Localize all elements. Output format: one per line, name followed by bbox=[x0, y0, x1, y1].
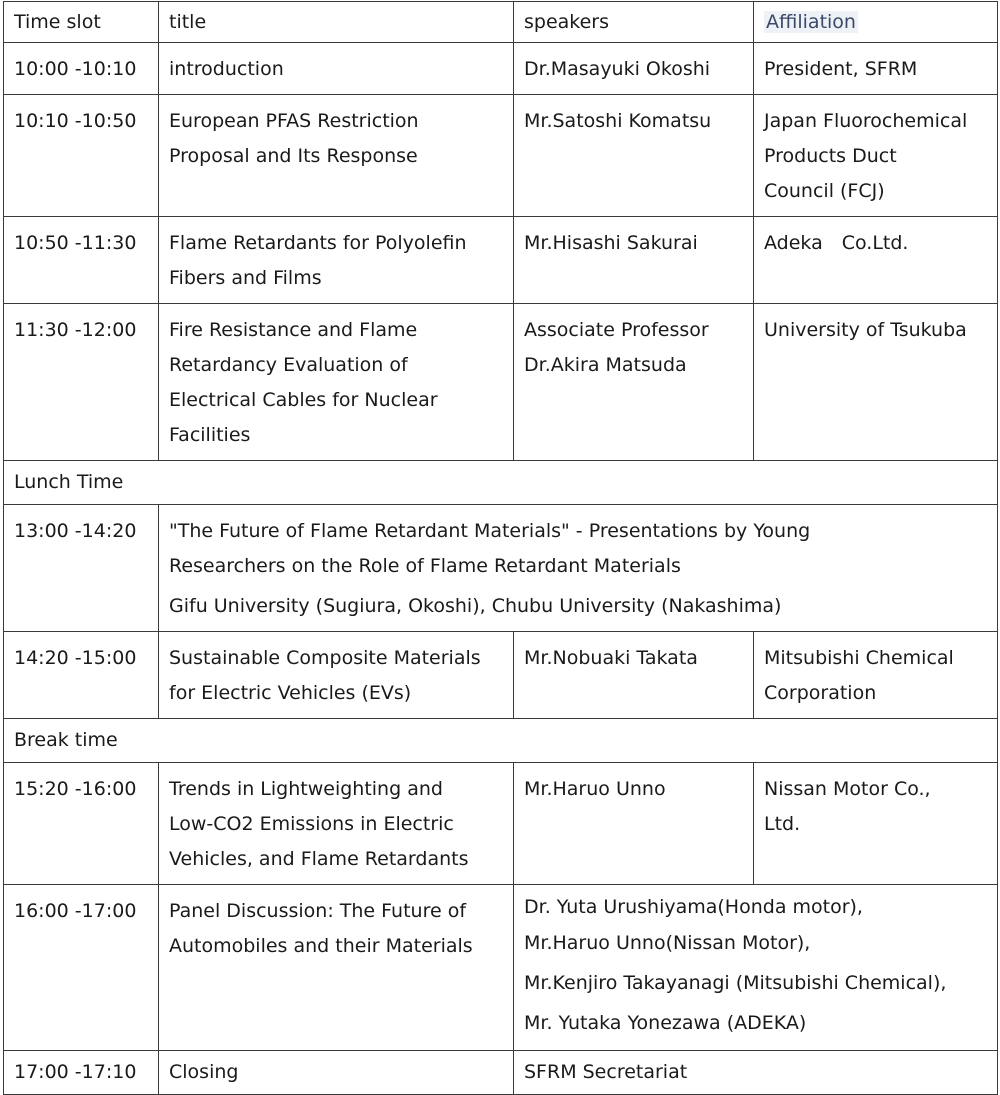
affiliation-line: Nissan Motor Co., bbox=[764, 778, 931, 800]
title-cell bbox=[159, 95, 514, 217]
time-cell: 14:20 -15:00 bbox=[4, 632, 159, 719]
affiliation-cell bbox=[754, 43, 998, 95]
speaker-line: Mr.Nobuaki Takata bbox=[524, 647, 698, 669]
affiliation-line: President, SFRM bbox=[764, 58, 918, 80]
title-cell bbox=[159, 304, 514, 461]
title-line: Proposal and Its Response bbox=[169, 145, 418, 167]
speaker-line: Dr. Yuta Urushiyama(Honda motor), bbox=[524, 896, 863, 918]
title-line: Low-CO2 Emissions in Electric bbox=[169, 813, 454, 835]
title-line: Fibers and Films bbox=[169, 267, 322, 289]
program-schedule-table bbox=[3, 1, 998, 1095]
table-row bbox=[4, 763, 998, 885]
title-cell bbox=[159, 43, 514, 95]
time-cell: 17:00 -17:10 bbox=[4, 1051, 159, 1095]
time-cell: 16:00 -17:00 bbox=[4, 885, 159, 1051]
affiliation-line: Mitsubishi Chemical bbox=[764, 647, 954, 669]
speaker-line: Dr.Masayuki Okoshi bbox=[524, 58, 711, 80]
time-cell: 10:50 -11:30 bbox=[4, 217, 159, 304]
speaker-line: Mr. Yutaka Yonezawa (ADEKA) bbox=[524, 1012, 807, 1034]
break-row bbox=[4, 719, 998, 763]
speakers-cell bbox=[514, 304, 754, 461]
time-cell: 11:30 -12:00 bbox=[4, 304, 159, 461]
speakers-cell bbox=[514, 43, 754, 95]
table-row bbox=[4, 632, 998, 719]
title-cell: Closing bbox=[159, 1051, 514, 1095]
title-line: Vehicles, and Flame Retardants bbox=[169, 848, 469, 870]
title-line: Sustainable Composite Materials bbox=[169, 647, 481, 669]
speakers-cell bbox=[514, 632, 754, 719]
affiliation-line: Products Duct bbox=[764, 145, 897, 167]
young-line: "The Future of Flame Retardant Materials" - Presentations by Young bbox=[169, 520, 811, 542]
title-line: Automobiles and their Materials bbox=[169, 935, 473, 957]
time-cell: 10:10 -10:50 bbox=[4, 95, 159, 217]
speaker-line: Mr.Haruo Unno bbox=[524, 778, 666, 800]
title-line: European PFAS Restriction bbox=[169, 110, 419, 132]
title-line: Fire Resistance and Flame bbox=[169, 319, 418, 341]
affiliation-line: Adeka Co.Ltd. bbox=[764, 232, 909, 254]
title-line: Electrical Cables for Nuclear bbox=[169, 389, 438, 411]
header-speakers: speakers bbox=[514, 2, 754, 43]
time-cell: 13:00 -14:20 bbox=[4, 505, 159, 632]
title-line: Trends in Lightweighting and bbox=[169, 778, 443, 800]
title-cell bbox=[159, 217, 514, 304]
affiliation-line: Council (FCJ) bbox=[764, 180, 885, 202]
affiliation-line: Japan Fluorochemical bbox=[764, 110, 968, 132]
title-line: Panel Discussion: The Future of bbox=[169, 900, 467, 922]
speaker-line: Mr.Kenjiro Takayanagi (Mitsubishi Chemical), bbox=[524, 972, 947, 994]
time-cell: 10:00 -10:10 bbox=[4, 43, 159, 95]
affiliation-cell bbox=[754, 632, 998, 719]
break-time-label: Break time bbox=[4, 719, 998, 763]
header-title: title bbox=[159, 2, 514, 43]
table-row bbox=[4, 95, 998, 217]
affiliation-line: Ltd. bbox=[764, 813, 801, 835]
title-line: Facilities bbox=[169, 424, 251, 446]
title-cell bbox=[159, 885, 514, 1051]
title-line: Retardancy Evaluation of bbox=[169, 354, 408, 376]
young-researchers-row bbox=[4, 505, 998, 632]
affiliation-line: University of Tsukuba bbox=[764, 319, 967, 341]
panel-speakers-cell bbox=[514, 885, 998, 1051]
title-cell bbox=[159, 632, 514, 719]
header-affiliation-label: Affiliation bbox=[766, 11, 856, 33]
speakers-cell bbox=[514, 95, 754, 217]
speakers-cell bbox=[514, 763, 754, 885]
header-row bbox=[4, 2, 998, 43]
table-row bbox=[4, 43, 998, 95]
panel-row bbox=[4, 885, 998, 1051]
title-line: for Electric Vehicles (EVs) bbox=[169, 682, 412, 704]
lunch-time-label: Lunch Time bbox=[4, 461, 998, 505]
speakers-cell bbox=[514, 217, 754, 304]
header-time-slot: Time slot bbox=[4, 2, 159, 43]
table-row bbox=[4, 217, 998, 304]
speaker-line: Mr.Satoshi Komatsu bbox=[524, 110, 712, 132]
header-affiliation bbox=[754, 2, 998, 43]
speaker-line: Associate Professor bbox=[524, 319, 709, 341]
closing-row bbox=[4, 1051, 998, 1095]
affiliation-cell bbox=[754, 217, 998, 304]
young-line: Gifu University (Sugiura, Okoshi), Chubu University (Nakashima) bbox=[169, 595, 782, 617]
title-cell bbox=[159, 763, 514, 885]
title-line: Flame Retardants for Polyolefin bbox=[169, 232, 467, 254]
lunch-row bbox=[4, 461, 998, 505]
affiliation-cell bbox=[754, 763, 998, 885]
table-row bbox=[4, 304, 998, 461]
affiliation-line: Corporation bbox=[764, 682, 877, 704]
time-cell: 15:20 -16:00 bbox=[4, 763, 159, 885]
young-line: Researchers on the Role of Flame Retardant Materials bbox=[169, 555, 681, 577]
speaker-line: Dr.Akira Matsuda bbox=[524, 354, 687, 376]
speaker-line: Mr.Hisashi Sakurai bbox=[524, 232, 698, 254]
title-line: introduction bbox=[169, 58, 284, 80]
affiliation-cell bbox=[754, 304, 998, 461]
young-researchers-cell bbox=[159, 505, 998, 632]
speakers-cell: SFRM Secretariat bbox=[514, 1051, 998, 1095]
speaker-line: Mr.Haruo Unno(Nissan Motor), bbox=[524, 932, 811, 954]
affiliation-cell bbox=[754, 95, 998, 217]
